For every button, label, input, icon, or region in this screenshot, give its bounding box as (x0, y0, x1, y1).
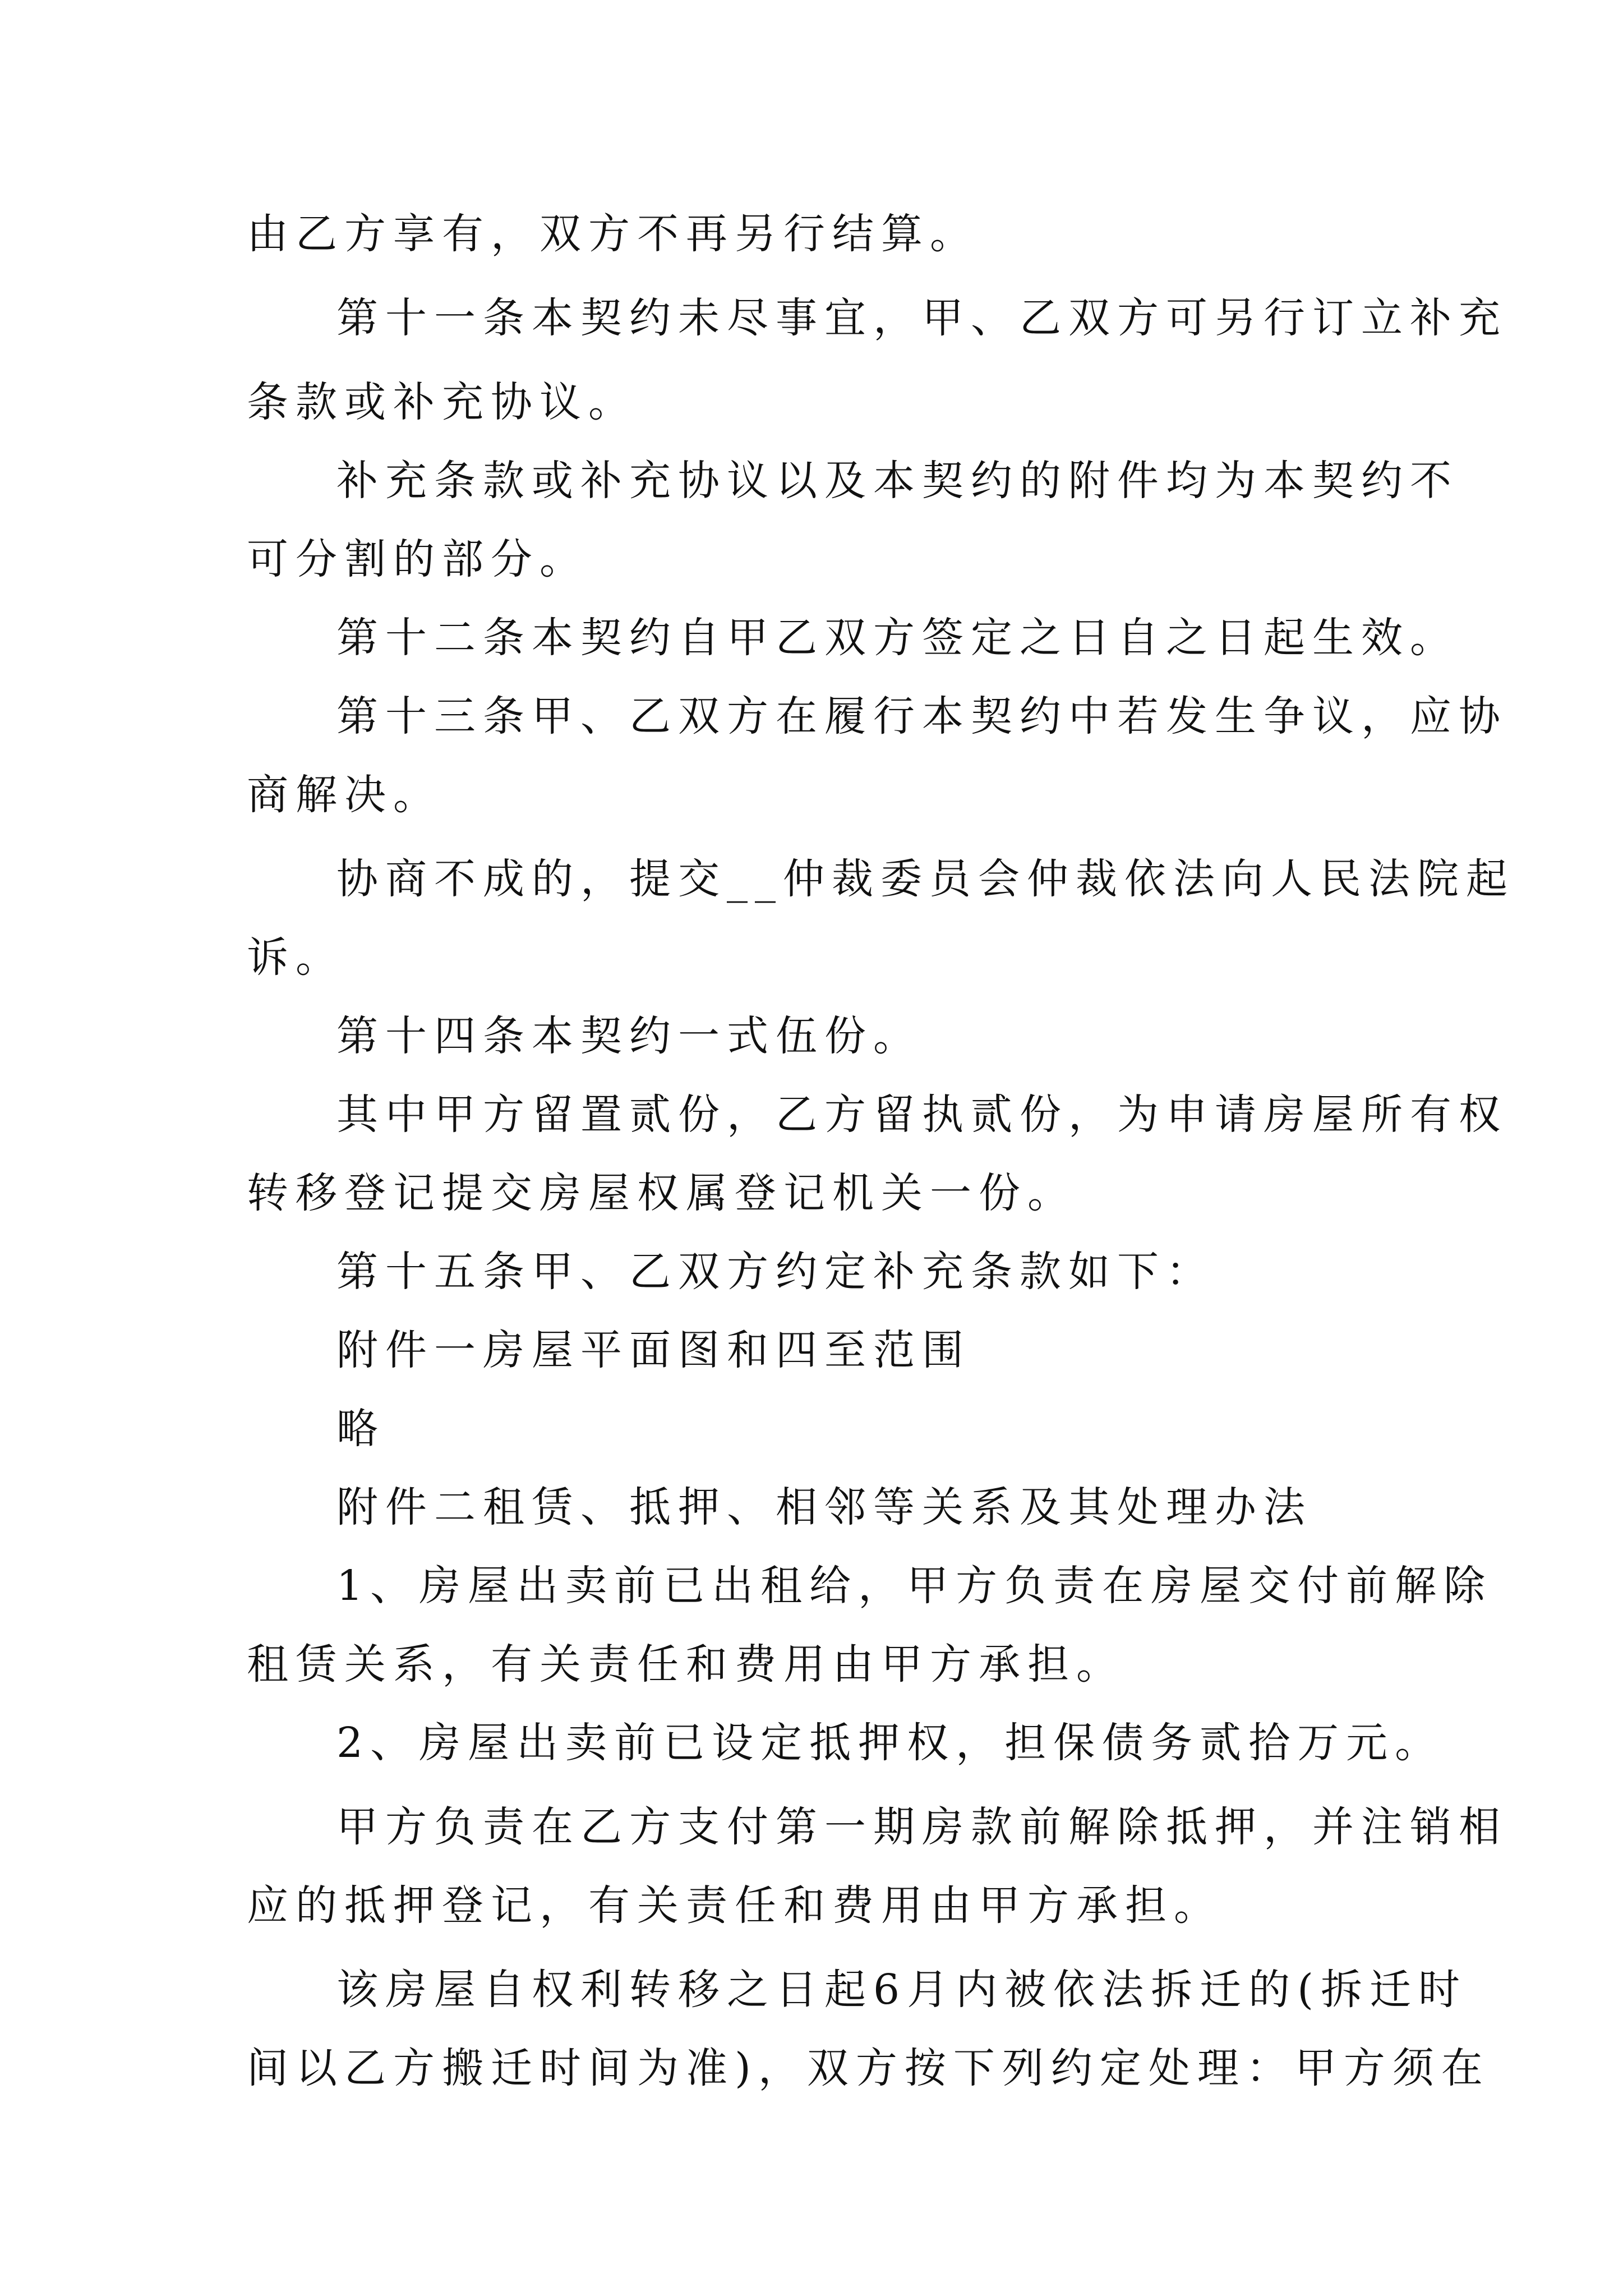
text-line: 协商不成的，提交__仲裁委员会仲裁依法向人民法院起 (336, 855, 1515, 903)
text-line: 2、房屋出卖前已设定抵押权，担保债务贰拾万元。 (336, 1719, 1444, 1767)
text-line: 甲方负责在乙方支付第一期房款前解除抵押，并注销相 (336, 1803, 1507, 1851)
text-line: 可分割的部分。 (247, 535, 588, 583)
text-line: 第十二条本契约自甲乙双方签定之日自之日起生效。 (336, 614, 1459, 662)
text-line: 第十五条甲、乙双方约定补充条款如下： (336, 1248, 1215, 1296)
text-line: 第十三条甲、乙双方在履行本契约中若发生争议，应协 (336, 692, 1507, 740)
text-line: 该房屋自权利转移之日起6月内被依法拆迁的(拆迁时 (336, 1966, 1467, 2014)
text-line: 应的抵押登记，有关责任和费用由甲方承担。 (247, 1881, 1223, 1930)
text-line: 其中甲方留置贰份，乙方留执贰份，为申请房屋所有权 (336, 1091, 1507, 1139)
text-line: 1、房屋出卖前已出租给，甲方负责在房屋交付前解除 (336, 1562, 1493, 1610)
text-line: 略 (336, 1405, 385, 1453)
text-line: 租赁关系，有关责任和费用由甲方承担。 (247, 1640, 1125, 1688)
text-line: 附件一房屋平面图和四至范围 (336, 1326, 971, 1374)
text-line: 间以乙方搬迁时间为准)，双方按下列约定处理：甲方须在 (247, 2044, 1490, 2092)
text-line: 商解决。 (247, 771, 442, 819)
text-line: 条款或补充协议。 (247, 378, 637, 426)
text-line: 转移登记提交房屋权属登记机关一份。 (247, 1169, 1076, 1217)
text-line: 附件二租赁、抵押、相邻等关系及其处理办法 (336, 1483, 1312, 1531)
text-line: 诉。 (247, 933, 344, 982)
text-line: 第十一条本契约未尽事宜，甲、乙双方可另行订立补充 (336, 294, 1507, 342)
text-line: 第十四条本契约一式伍份。 (336, 1012, 922, 1060)
text-line: 由乙方享有，双方不再另行结算。 (247, 210, 979, 258)
text-line: 补充条款或补充协议以及本契约的附件均为本契约不 (336, 457, 1459, 505)
